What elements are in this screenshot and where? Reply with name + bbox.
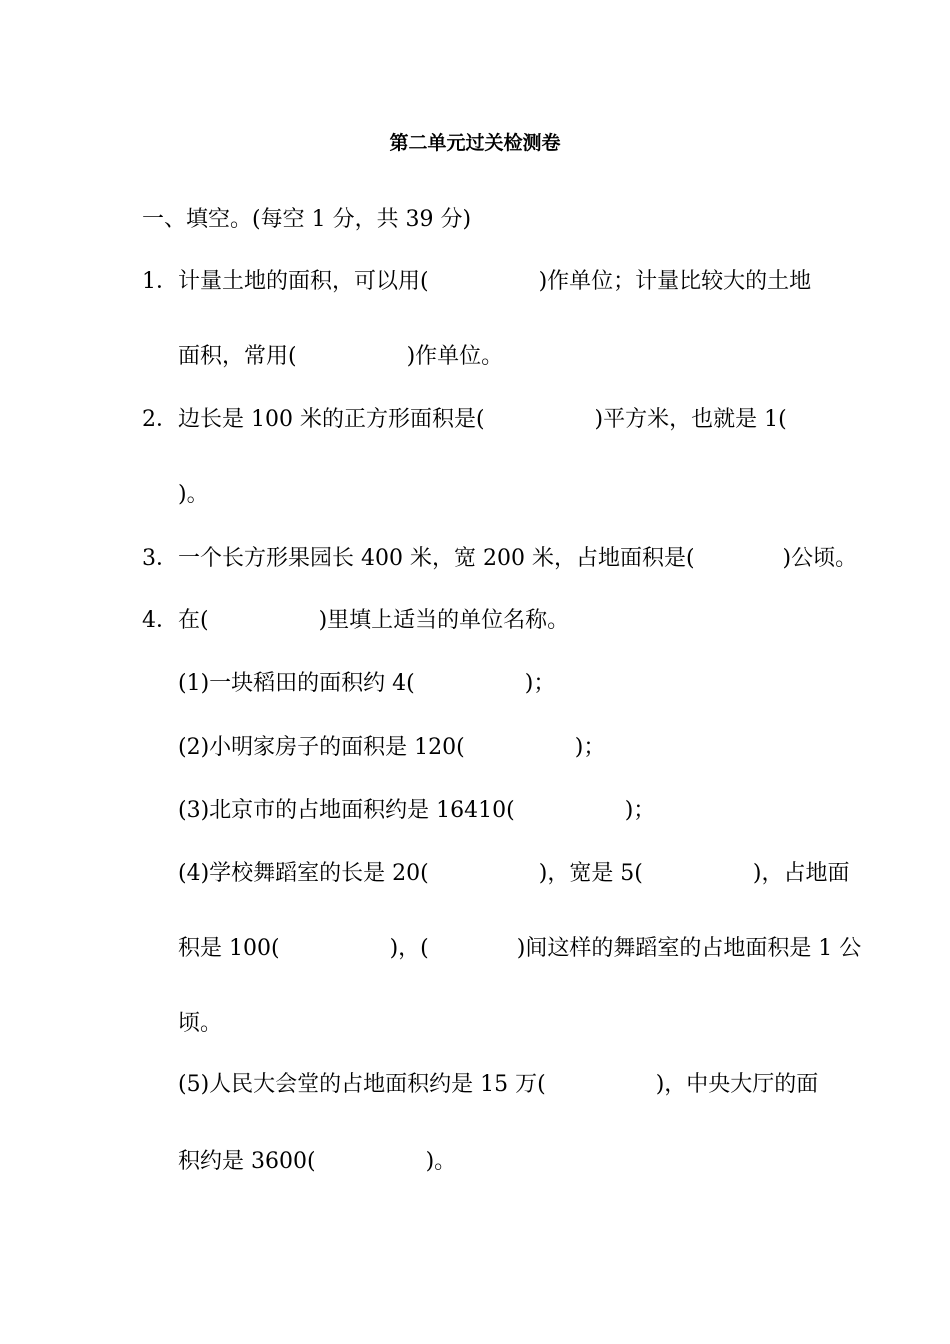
question-4-header: 4．在( )里填上适当的单位名称。: [142, 608, 570, 633]
question-4-item-2: (2)小明家房子的面积是 120( )；: [178, 735, 606, 760]
question-4-item-5-line-2: 积约是 3600( )。: [178, 1149, 457, 1174]
question-4-item-4-line-1: (4)学校舞蹈室的长是 20( )，宽是 5( )，占地面: [178, 861, 850, 886]
question-4-item-3: (3)北京市的占地面积约是 16410( )；: [178, 798, 656, 823]
question-4-item-1: (1)一块稻田的面积约 4( )；: [178, 671, 556, 696]
question-2-line-1: 2．边长是 100 米的正方形面积是( )平方米，也就是 1(: [142, 407, 787, 432]
section-header: 一、填空。(每空 1 分，共 39 分): [142, 207, 472, 232]
question-4-item-4-line-3: 顷。: [178, 1011, 223, 1036]
question-4-item-5-line-1: (5)人民大会堂的占地面积约是 15 万( )，中央大厅的面: [178, 1072, 819, 1097]
question-1-line-2: 面积，常用( )作单位。: [178, 344, 504, 369]
question-2-line-2: )。: [178, 482, 209, 507]
question-3: 3．一个长方形果园长 400 米，宽 200 米，占地面积是( )公顷。: [142, 546, 858, 571]
page-title: 第二单元过关检测卷: [389, 132, 561, 154]
question-4-item-4-line-2: 积是 100( )，( )间这样的舞蹈室的占地面积是 1 公: [178, 936, 862, 961]
question-1-line-1: 1．计量土地的面积，可以用( )作单位；计量比较大的土地: [142, 269, 812, 294]
